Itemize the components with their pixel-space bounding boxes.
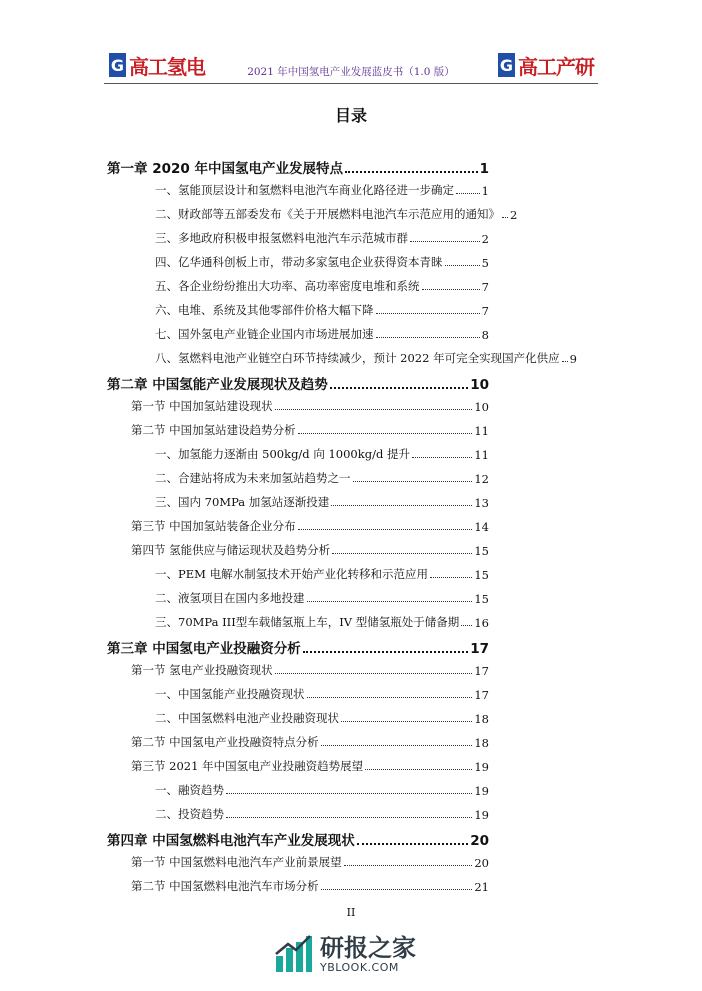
toc-subsection[interactable] [0, 350, 595, 366]
toc-page: 20 [470, 833, 489, 849]
toc-label: 第二节 中国氢燃料电池汽车市场分析 [131, 879, 319, 893]
toc-page: 17 [474, 664, 489, 678]
toc-section[interactable] [0, 662, 595, 678]
toc-leader [332, 553, 472, 554]
toc-label: 一、中国氢能产业投融资现状 [155, 687, 305, 701]
toc-leader [357, 843, 469, 845]
toc-page: 20 [474, 856, 489, 870]
toc-leader [562, 361, 568, 362]
toc-label: 二、液氢项目在国内多地投建 [155, 591, 305, 605]
toc-leader [365, 769, 472, 770]
toc-page: 1 [481, 184, 489, 198]
toc-section[interactable] [0, 422, 595, 438]
toc-subsection[interactable] [0, 326, 595, 342]
toc-leader [410, 241, 480, 242]
toc-leader [353, 481, 473, 482]
toc-chapter[interactable] [0, 829, 595, 849]
toc-leader [345, 171, 478, 173]
toc-label: 二、中国氢燃料电池产业投融资现状 [155, 711, 339, 725]
toc-subsection[interactable] [0, 230, 595, 246]
toc-label: 三、多地政府积极申报氢燃料电池汽车示范城市群 [155, 231, 408, 245]
toc-page: 21 [474, 880, 489, 894]
toc-subsection[interactable] [0, 254, 595, 270]
toc-title: 目录 [334, 106, 367, 125]
header-divider [104, 83, 598, 84]
logo-right [498, 50, 594, 80]
toc-label: 第二章 中国氢能产业发展现状及趋势 [107, 377, 328, 393]
toc-label: 第一节 氢电产业投融资现状 [131, 663, 273, 677]
toc-subsection[interactable] [0, 614, 595, 630]
toc-leader [376, 313, 480, 314]
watermark [274, 934, 416, 974]
toc-leader [412, 457, 472, 458]
toc-leader [422, 289, 480, 290]
toc-subsection[interactable] [0, 446, 595, 462]
toc-leader [376, 337, 480, 338]
logo-mark-left: G [109, 53, 126, 77]
toc-page: 18 [474, 736, 489, 750]
toc-leader [307, 601, 473, 602]
toc-page: 15 [474, 592, 489, 606]
header-title: 2021 年中国氢电产业发展蓝皮书（1.0 版） [247, 66, 455, 78]
toc-subsection[interactable] [0, 302, 595, 318]
toc-page: 9 [569, 352, 577, 366]
toc-leader [330, 387, 469, 389]
toc-label: 第三章 中国氢电产业投融资分析 [107, 641, 301, 657]
toc-chapter[interactable] [0, 373, 595, 393]
toc-page: 7 [481, 304, 489, 318]
toc-subsection[interactable] [0, 806, 595, 822]
toc-leader [461, 625, 472, 626]
toc-subsection[interactable] [0, 590, 595, 606]
toc-page: 10 [474, 400, 489, 414]
toc-label: 第三节 2021 年中国氢电产业投融资趋势展望 [131, 759, 364, 773]
toc-label: 第一节 中国氢燃料电池汽车产业前景展望 [131, 855, 342, 869]
toc-subsection[interactable] [0, 782, 595, 798]
toc-subsection[interactable] [0, 566, 595, 582]
toc-label: 四、亿华通科创板上市，带动多家氢电企业获得资本青睐 [155, 255, 443, 269]
toc-subsection[interactable] [0, 470, 595, 486]
toc-page: 16 [474, 616, 489, 630]
toc-label: 三、国内 70MPa 加氢站逐渐投建 [155, 495, 330, 509]
toc-label: 七、国外氢电产业链企业国内市场进展加速 [155, 327, 374, 341]
toc-page: 5 [481, 256, 489, 270]
toc-leader [307, 697, 473, 698]
toc-page: 13 [474, 496, 489, 510]
watermark-en: YBLOOK.COM [320, 960, 399, 974]
toc-label: 第二节 中国氢电产业投融资特点分析 [131, 735, 319, 749]
toc-leader [445, 265, 480, 266]
bar-chart-icon [274, 934, 314, 974]
toc-page: 10 [470, 377, 489, 393]
logo-mark-right: G [498, 53, 515, 77]
toc-leader [331, 505, 472, 506]
toc-label: 第一节 中国加氢站建设现状 [131, 399, 273, 413]
toc-page: 14 [474, 520, 489, 534]
toc-label: 一、融资趋势 [155, 783, 224, 797]
toc-leader [430, 577, 472, 578]
toc-page: 11 [474, 448, 489, 462]
toc-page: 7 [481, 280, 489, 294]
toc-section[interactable] [0, 878, 595, 894]
toc-page: 8 [481, 328, 489, 342]
toc-label: 第四节 氢能供应与储运现状及趋势分析 [131, 543, 331, 557]
toc-section[interactable] [0, 518, 595, 534]
toc-leader [456, 193, 480, 194]
toc-leader [275, 409, 473, 410]
toc-label: 第三节 中国加氢站装备企业分布 [131, 519, 296, 533]
toc-leader [303, 651, 469, 653]
toc-label: 八、氢燃料电池产业链空白环节持续减少，预计 2022 年可完全实现国产化供应 [155, 351, 560, 365]
toc-label: 第一章 2020 年中国氢电产业发展特点 [107, 161, 343, 177]
watermark-cn: 研报之家 [320, 933, 416, 962]
toc-section[interactable] [0, 854, 595, 870]
toc-label: 一、PEM 电解水制氢技术开始产业化转移和示范应用 [155, 567, 429, 581]
toc-page: 17 [470, 641, 489, 657]
toc-leader [275, 673, 473, 674]
toc-label: 三、70MPa III型车载储氢瓶上车，IV 型储氢瓶处于储备期 [155, 615, 460, 629]
toc-label: 一、氢能顶层设计和氢燃料电池汽车商业化路径进一步确定 [155, 183, 454, 197]
toc-label: 二、合建站将成为未来加氢站趋势之一 [155, 471, 351, 485]
toc-label: 五、各企业纷纷推出大功率、高功率密度电堆和系统 [155, 279, 420, 293]
toc-subsection[interactable] [0, 494, 595, 510]
toc-label: 二、财政部等五部委发布《关于开展燃料电池汽车示范应用的通知》 [155, 207, 500, 221]
toc-subsection[interactable] [0, 686, 595, 702]
logo-left-text: 高工氢电 [129, 54, 205, 79]
toc-label: 第四章 中国氢燃料电池汽车产业发展现状 [107, 833, 355, 849]
toc-subsection[interactable] [0, 278, 595, 294]
page-header [0, 0, 702, 88]
page-number: II [346, 906, 356, 919]
toc-page: 18 [474, 712, 489, 726]
toc-leader [344, 865, 473, 866]
toc-subsection[interactable] [0, 182, 595, 198]
toc-leader [298, 433, 473, 434]
toc-leader [298, 529, 473, 530]
toc-leader [341, 721, 472, 722]
toc-page: 19 [474, 808, 489, 822]
toc-page: 12 [474, 472, 489, 486]
toc-page: 15 [474, 544, 489, 558]
toc-page: 15 [474, 568, 489, 582]
toc-page: 2 [481, 232, 489, 246]
toc-page: 19 [474, 784, 489, 798]
toc-leader [321, 889, 473, 890]
logo-right-text: 高工产研 [518, 54, 594, 79]
toc-subsection[interactable] [0, 710, 595, 726]
toc-section[interactable] [0, 734, 595, 750]
toc-leader [321, 745, 473, 746]
toc-label: 一、加氢能力逐渐由 500kg/d 向 1000kg/d 提升 [155, 447, 410, 461]
toc-subsection[interactable] [0, 206, 595, 222]
toc-section[interactable] [0, 398, 595, 414]
toc-page: 11 [474, 424, 489, 438]
toc-section[interactable] [0, 542, 595, 558]
toc-page: 1 [479, 161, 489, 177]
toc-section[interactable] [0, 758, 595, 774]
toc-label: 第二节 中国加氢站建设趋势分析 [131, 423, 296, 437]
toc-leader [502, 217, 508, 218]
toc-page: 19 [474, 760, 489, 774]
toc-label: 六、电堆、系统及其他零部件价格大幅下降 [155, 303, 374, 317]
toc-leader [226, 793, 472, 794]
toc-chapter[interactable] [0, 157, 595, 177]
toc-page: 17 [474, 688, 489, 702]
toc-page: 2 [510, 208, 518, 222]
toc-chapter[interactable] [0, 637, 595, 657]
toc-leader [226, 817, 472, 818]
toc-label: 二、投资趋势 [155, 807, 224, 821]
